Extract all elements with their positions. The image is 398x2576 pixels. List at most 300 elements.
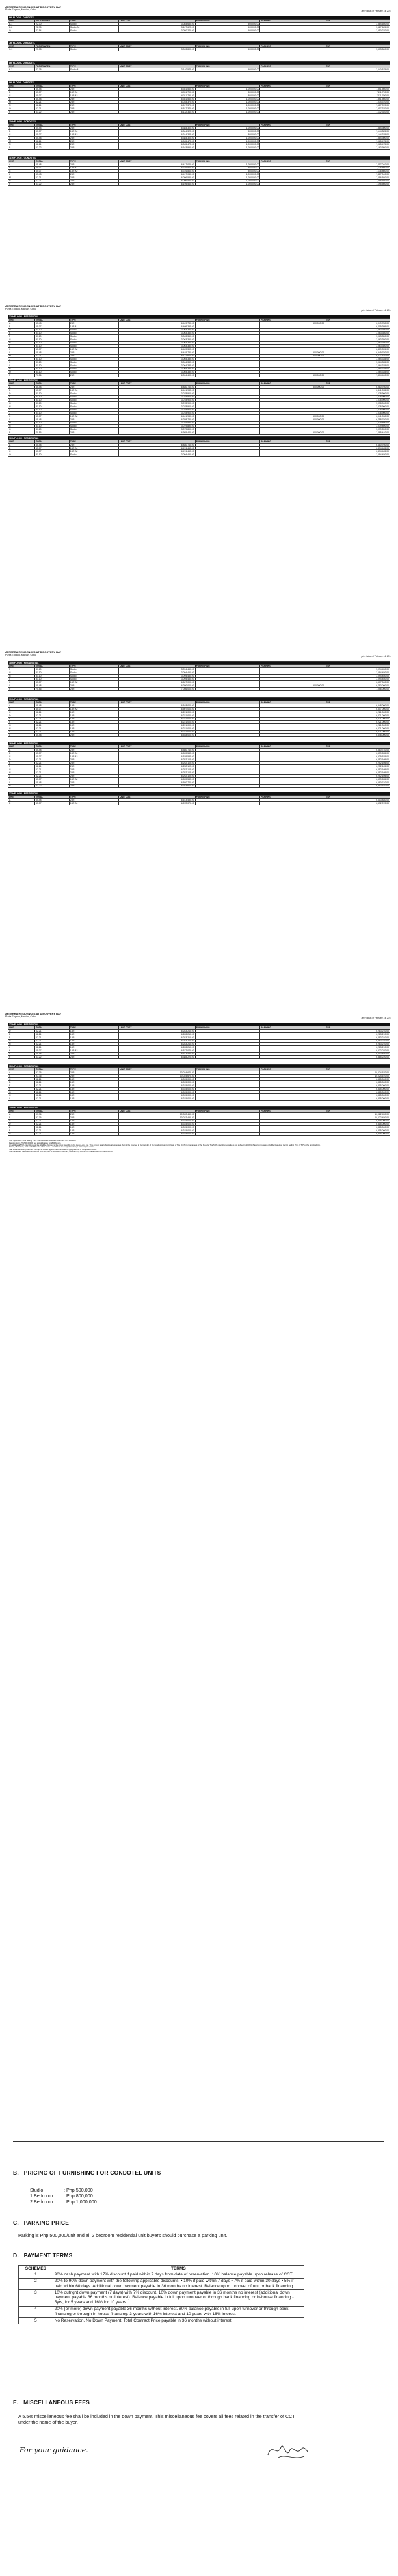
table-cell: 3,064,335.00 [325, 361, 390, 364]
table-cell: 2BR [69, 749, 118, 752]
table-cell: 3,078,900.00 [325, 408, 390, 411]
table-cell: 1,000,000.00 [195, 127, 260, 130]
table-cell: 3,003,800.00 [119, 48, 195, 51]
table-cell [195, 688, 260, 691]
table-cell: N [8, 424, 35, 427]
table-cell [195, 1133, 260, 1136]
column-header: TOTAL [35, 85, 70, 88]
project-title: ARTERRA RESIDENCES AT DISCOVERY BAY [5, 304, 62, 308]
table-row [8, 183, 390, 186]
table-cell: 2BR [69, 374, 118, 377]
scheme-terms: No Reservation, No Down Payment. Total Contract Price payable in 36 months without interest [53, 2318, 304, 2324]
table-cell: 6,480,760.00 [119, 444, 195, 447]
table-cell: 6,283,210.00 [325, 1043, 390, 1046]
table-cell: 6,376,860.00 [119, 167, 195, 170]
table-cell: 500,000.00 [260, 355, 325, 358]
table-cell: 3,079,890.00 [325, 424, 390, 427]
table-cell: 62.21 [35, 107, 70, 111]
table-cell: Studio [69, 398, 118, 401]
table-cell: 1BR [69, 1033, 118, 1036]
table-cell: A [8, 1071, 35, 1075]
table-cell: K [8, 414, 35, 418]
table-cell: L [8, 781, 35, 785]
table-cell: G [8, 1091, 35, 1094]
table-cell: K [8, 1049, 35, 1053]
table-cell: Studio [69, 408, 118, 411]
table-cell: 6,221,000.00 [119, 720, 195, 723]
table-cell: 3,640,575.00 [325, 68, 390, 71]
table-cell: 1BR [69, 1129, 118, 1133]
table-cell: B [8, 1075, 35, 1078]
table-cell: 500,000.00 [195, 29, 260, 33]
table-cell: 7,065,475.00 [325, 143, 390, 146]
table-cell: 6,065,475.00 [119, 140, 195, 143]
table-cell: 62.21 [35, 1097, 70, 1101]
table-cell: E [8, 332, 35, 335]
table-cell: 62.21 [35, 1043, 70, 1046]
table-cell: H [8, 342, 35, 345]
floor-title: 12th FLOOR - RESIDENTIAL [8, 315, 390, 319]
table-cell: 7,111,790.00 [325, 91, 390, 94]
table-cell: 1BR [69, 730, 118, 733]
price-date: price list as of February 14, 2014 [361, 309, 391, 312]
table-cell: Studio [69, 395, 118, 398]
column-header: UNIT [8, 440, 35, 444]
note-item: TSP represents Total Selling Price - All unit costs reflected herein are VAT inclusive. [9, 1139, 77, 1142]
floor-title: 16th FLOOR - RESIDENTIAL [8, 742, 390, 745]
table-cell: 7,132,340.00 [325, 111, 390, 114]
table-cell: Studio [69, 345, 118, 348]
column-header: FURNISHING [195, 160, 260, 163]
table-cell: 65.48 [35, 1053, 70, 1056]
column-header: PARKING [260, 160, 325, 163]
table-cell: 62.21 [35, 1040, 70, 1043]
table-cell: 7,111,790.00 [325, 94, 390, 98]
column-header: UNIT [8, 1110, 35, 1113]
column-header: PARKING [260, 796, 325, 799]
table-cell: 800,000.00 [195, 167, 260, 170]
table-cell: 3,064,335.00 [119, 364, 195, 368]
price-table [8, 315, 390, 377]
table-cell: A [8, 385, 35, 388]
table-cell: 6,283,210.00 [325, 1033, 390, 1036]
parking-heading: C. PARKING PRICE [13, 2220, 70, 2226]
table-cell: M [8, 101, 35, 104]
note-item: An additional 5.5% miscellaneous fee shall be charged to the buyer, payable to the Lucio Land, Inc. This amount shall absolve all expenses that will be incurred in the transfer of the Condominium Certificate of Title (CCT) to the name/s of the buyer/s. The 5.5% miscellaneous fee is not subject to 10% VAT and computation shall be based on the list Selling Price (TSP) of the units/parking. [9, 1144, 321, 1146]
misc-heading: E. MISCELLANEOUS FEES [13, 2399, 90, 2406]
table-cell: I [8, 730, 35, 733]
table-cell: 31.10 [35, 424, 70, 427]
table-cell: 6,283,210.00 [119, 1030, 195, 1033]
table-cell: 6,283,210.00 [119, 1043, 195, 1046]
price-table [8, 1064, 390, 1101]
table-cell: 6,409,395.00 [325, 325, 390, 329]
table-cell: I [8, 678, 35, 681]
table-cell: 70.56 [35, 688, 70, 691]
table-cell: 800,000.00 [195, 91, 260, 94]
column-header: FURNISHING [195, 1110, 260, 1113]
column-header: FLOOR AREA [35, 64, 70, 68]
table-cell: 1BR A2 [69, 707, 118, 710]
table-cell: F [8, 1129, 35, 1133]
table-cell: F [8, 720, 35, 723]
column-header: FURNISHING [195, 1068, 260, 1071]
table-cell: 7,163,950.00 [325, 146, 390, 150]
terms-header-row [19, 2266, 304, 2272]
table-cell: 2BR [69, 762, 118, 765]
table-cell: 1BR A2 [69, 94, 118, 98]
table-cell: 6,507,000.00 [119, 707, 195, 710]
table-cell: 6,613,480.00 [325, 1053, 390, 1056]
table-cell: 62.21 [35, 1088, 70, 1091]
table-cell: 62.21 [35, 104, 70, 107]
table-cell: 6,580,740.00 [119, 749, 195, 752]
table-cell: 2BR [69, 781, 118, 785]
table-cell [260, 146, 325, 150]
table-cell: 65.48 [35, 799, 70, 802]
floor-title: 19th FLOOR - RESIDENTIAL [8, 697, 390, 701]
table-cell: 6,221,000.00 [325, 720, 390, 723]
price-table [8, 1106, 390, 1136]
table-cell: 65.07 [35, 752, 70, 755]
table-cell: 1BR A2 [69, 1049, 118, 1053]
table-cell: A [8, 163, 35, 167]
table-cell: 6,315,000.00 [325, 1088, 390, 1091]
column-header: PARKING [260, 1068, 325, 1071]
table-cell: 6,283,210.00 [325, 1036, 390, 1040]
table-cell: 65.07 [35, 325, 70, 329]
table-cell: 6,252,105.00 [325, 768, 390, 771]
table-cell: N [8, 180, 35, 183]
column-header: PARKING [260, 745, 325, 749]
table-cell: 97.76 [35, 1113, 70, 1116]
table-cell: K [8, 361, 35, 364]
table-cell: 6,949,780.00 [325, 322, 390, 325]
table-cell: O [8, 453, 35, 457]
table-cell: G [8, 723, 35, 727]
column-header: TOTAL [35, 1026, 70, 1030]
table-cell: 3,094,450.00 [119, 675, 195, 678]
terms-row [19, 2306, 304, 2318]
table-cell: 6,315,000.00 [325, 1123, 390, 1126]
note-item: The contents of this statement do not form any part of an offer or contract, nor shall any contract be made based on the contents. [9, 1150, 113, 1153]
table-cell: 62.21 [35, 714, 70, 717]
table-cell: 6,474,465.00 [325, 447, 390, 450]
table-cell: 1BR A1 [69, 388, 118, 392]
table-cell: 6,627,670.00 [325, 355, 390, 358]
table-cell: 2BR [69, 143, 118, 146]
column-header: TSP [325, 796, 390, 799]
table-cell: 6,252,105.00 [325, 758, 390, 762]
floor-title: 16th FLOOR - RESIDENTIAL [8, 437, 390, 440]
table-cell: 800,000.00 [195, 94, 260, 98]
table-cell: E [8, 1084, 35, 1088]
table-cell: 3,064,335.00 [119, 368, 195, 371]
table-cell: E [8, 1033, 35, 1036]
column-header: PARKING [260, 319, 325, 322]
price-table [8, 792, 390, 805]
table-cell: 31.10 [35, 668, 70, 671]
table-cell: 62.21 [35, 1091, 70, 1094]
column-header: PARKING [260, 85, 325, 88]
table-cell: 6,221,000.00 [119, 710, 195, 714]
table-cell: 3,063,350.00 [325, 335, 390, 338]
column-header: PARKING [260, 440, 325, 444]
table-cell: 6,949,780.00 [325, 351, 390, 355]
table-cell: 2BR [69, 140, 118, 143]
table-cell: 6,221,000.00 [325, 727, 390, 730]
column-header: UNIT [8, 85, 35, 88]
table-cell: 31.10 [35, 361, 70, 364]
table-cell: 1BR A1 [69, 802, 118, 805]
table-cell: 1,000,000.00 [195, 111, 260, 114]
table-cell: 6,315,000.00 [119, 1081, 195, 1084]
column-header: PARKING [260, 64, 325, 68]
table-cell: 6,353,610.00 [119, 785, 195, 788]
table-cell: N [8, 143, 35, 146]
table-cell: G [8, 401, 35, 405]
table-row [8, 374, 390, 377]
table-cell: Studio [69, 29, 118, 33]
table-cell: 7,056,000.00 [325, 688, 390, 691]
table-cell: 3,078,900.00 [119, 401, 195, 405]
floor-title: 18th FLOOR - RESIDENTIAL [8, 1065, 390, 1068]
project-location: Punta Engano, Mactan, Cebu [5, 1015, 36, 1018]
column-header: TSP [325, 1110, 390, 1113]
table-cell: 3,063,350.00 [325, 338, 390, 342]
column-header: UNIT COST [119, 745, 195, 749]
table-cell: 7,096,580.00 [325, 180, 390, 183]
table-cell: 62.21 [35, 176, 70, 180]
table-cell: 800,000.00 [195, 133, 260, 137]
table-cell [195, 785, 260, 788]
column-header: TSP [325, 1026, 390, 1030]
table-cell: 2BR [69, 176, 118, 180]
table-cell: 1BR [69, 723, 118, 727]
table-cell: 6,384,300.00 [119, 137, 195, 140]
table-cell: Studio [69, 421, 118, 424]
table-cell: 6,507,000.00 [325, 681, 390, 684]
column-header: UNIT COST [119, 1026, 195, 1030]
table-cell: C [8, 710, 35, 714]
table-cell: 6,283,210.00 [119, 1046, 195, 1049]
table-cell: K-2 [8, 68, 35, 71]
column-header: FURNISHING [195, 701, 260, 704]
table-cell: 31.10 [35, 398, 70, 401]
table-cell: 3,064,335.00 [325, 364, 390, 368]
table-cell: A [8, 704, 35, 707]
table-cell: 2BR [69, 385, 118, 388]
table-cell: 1BR [69, 727, 118, 730]
table-cell: Studio [69, 364, 118, 368]
column-header: UNIT [8, 1068, 35, 1071]
column-header: TOTAL [35, 1110, 70, 1113]
table-cell: 3,584,650.00 [325, 23, 390, 26]
table-cell: 22.75 [35, 68, 70, 71]
column-header: UNIT COST [119, 1068, 195, 1071]
table-cell: Studio [69, 332, 118, 335]
table-cell: 3,064,335.00 [325, 358, 390, 361]
column-header: UNIT [8, 796, 35, 799]
table-cell: 97.76 [35, 1071, 70, 1075]
table-cell: 10,024,670.00 [119, 1075, 195, 1078]
table-cell: C [8, 1078, 35, 1081]
table-cell: 1BR [69, 1094, 118, 1097]
column-header: TSP [325, 124, 390, 127]
column-header: TYPE [69, 1026, 118, 1030]
price-date: price list as of February 14, 2014 [361, 655, 391, 658]
table-cell: 3,550,270.00 [325, 29, 390, 33]
table-cell: 6,315,000.00 [119, 1094, 195, 1097]
table-cell: 7,176,860.00 [325, 167, 390, 170]
table-cell: 6,221,000.00 [325, 710, 390, 714]
table-cell: 7,485,440.00 [325, 431, 390, 434]
table-cell: K [8, 348, 35, 351]
table-cell: 62.21 [35, 101, 70, 104]
column-header: TOTAL [35, 440, 70, 444]
table-cell: 62.21 [35, 758, 70, 762]
table-cell: B [8, 325, 35, 329]
table-cell: 1BR [69, 1126, 118, 1129]
table-cell: 62.21 [35, 710, 70, 714]
furnishing-item: Studio : Php 500,000 [30, 2187, 93, 2193]
table-cell: 62.21 [35, 1046, 70, 1049]
table-cell: Studio [69, 671, 118, 675]
column-header: TSP [325, 20, 390, 23]
table-cell: Studio [69, 678, 118, 681]
table-cell: 3,094,450.00 [119, 671, 195, 675]
price-table [8, 742, 390, 788]
table-cell: 6,548,000.00 [119, 704, 195, 707]
column-header: UNIT COST [119, 160, 195, 163]
table-cell: L [8, 684, 35, 688]
table-cell: A [8, 88, 35, 91]
table-cell: 10,022,450.00 [325, 1113, 390, 1116]
table-cell: 1BR A1 [69, 752, 118, 755]
table-cell: 10,024,670.00 [119, 1071, 195, 1075]
table-cell: 500,000.00 [195, 48, 260, 51]
table-cell: 6,441,935.00 [119, 388, 195, 392]
table-cell: 7,517,370.00 [325, 104, 390, 107]
furnishing-heading: B. PRICING OF FURNISHING FOR CONDOTEL UNITS [13, 2169, 161, 2176]
note-item: Sta. Lucia Marketing reserves the right to correct figures herein in case of typographical or computation error. [9, 1147, 97, 1151]
table-cell: B [8, 130, 35, 133]
table-cell: 6,548,000.00 [325, 704, 390, 707]
table-cell: L [8, 418, 35, 421]
furnishing-item: 2 Bedroom : Php 1,000,000 [30, 2199, 97, 2205]
price-table [8, 661, 390, 691]
table-cell: 65.07 [35, 130, 70, 133]
table-cell: 6,572,070.00 [325, 802, 390, 805]
table-cell: 2BR [69, 127, 118, 130]
table-cell [260, 453, 325, 457]
table-cell: 1,000,000.00 [195, 104, 260, 107]
column-header: UNIT [8, 64, 35, 68]
table-cell: B-2 [8, 26, 35, 29]
price-table [8, 120, 390, 150]
table-cell: J [8, 358, 35, 361]
table-cell: 65.48 [35, 704, 70, 707]
table-cell: 31.10 [35, 332, 70, 335]
table-row [8, 453, 390, 457]
table-cell: 62.21 [35, 1084, 70, 1088]
table-cell: 31.10 [35, 364, 70, 368]
table-cell: 6,315,000.00 [325, 1078, 390, 1081]
table-cell: 3,063,350.00 [119, 332, 195, 335]
table-cell: I [8, 775, 35, 778]
table-cell: 62.21 [35, 727, 70, 730]
table-cell: 2BR [69, 163, 118, 167]
table-cell: 500,000.00 [260, 351, 325, 355]
table-cell: 65.07 [35, 755, 70, 758]
table-cell: P [8, 111, 35, 114]
table-cell: 500,000.00 [260, 684, 325, 688]
misc-text: A 5.5% miscellaneous fee shall be included in the down payment. This miscellaneous fee covers all fees related in the transfer of CCT under the name of the buyer. [18, 2413, 295, 2425]
scheme-header: SCHEMES [19, 2266, 53, 2272]
table-cell: 6,980,760.00 [325, 385, 390, 388]
table-cell: 6,613,480.00 [119, 799, 195, 802]
table-cell: 6,385,220.00 [119, 1056, 195, 1059]
table-cell: 6,315,000.00 [325, 1084, 390, 1088]
table-cell: 31.10 [35, 411, 70, 414]
column-header: FURNISHING [195, 64, 260, 68]
table-cell: A [8, 799, 35, 802]
table-cell: 31.10 [35, 371, 70, 374]
column-header: FLOOR AREA [35, 20, 70, 23]
terms-row [19, 2278, 304, 2290]
table-cell [260, 688, 325, 691]
table-cell: 3,094,450.00 [119, 678, 195, 681]
table-cell: 65.07 [35, 778, 70, 781]
table-cell: 62.21 [35, 1133, 70, 1136]
table-cell: 2BR [69, 688, 118, 691]
table-cell: 2BR [69, 1056, 118, 1059]
table-cell: 3,063,350.00 [325, 342, 390, 345]
table-cell: D [8, 1081, 35, 1084]
table-cell: K [8, 778, 35, 781]
column-header: TOTAL [35, 319, 70, 322]
table-cell: Studio [69, 342, 118, 345]
table-cell: 6,548,000.00 [119, 733, 195, 736]
table-cell: L [8, 137, 35, 140]
table-cell: 500,000.00 [195, 26, 260, 29]
table-cell: 65.48 [35, 173, 70, 176]
table-cell: 2BR [69, 88, 118, 91]
table-cell: 7,351,560.00 [325, 88, 390, 91]
table-cell: G [8, 1133, 35, 1136]
table-row [8, 802, 390, 805]
table-cell: B [8, 388, 35, 392]
table-cell: 2BR [69, 444, 118, 447]
table-cell: 65.48 [35, 418, 70, 421]
column-header: UNIT [8, 1026, 35, 1030]
table-cell: 1BR [69, 1097, 118, 1101]
table-cell: 6,480,760.00 [119, 385, 195, 388]
table-cell: 62.21 [35, 1094, 70, 1097]
table-cell: 3,063,350.00 [325, 345, 390, 348]
table-cell: J [8, 411, 35, 414]
table-cell: 62.21 [35, 180, 70, 183]
table-cell: 500,000.00 [260, 374, 325, 377]
table-cell: Studio [69, 329, 118, 332]
table-cell: 65.07 [35, 170, 70, 173]
table-cell: 62.21 [35, 140, 70, 143]
table-cell: 2BR [69, 137, 118, 140]
furnishing-item: 1 Bedroom : Php 800,000 [30, 2193, 93, 2199]
table-cell: 62.21 [35, 1030, 70, 1033]
column-header: TYPE [69, 85, 118, 88]
table-cell: 6,613,480.00 [119, 1053, 195, 1056]
